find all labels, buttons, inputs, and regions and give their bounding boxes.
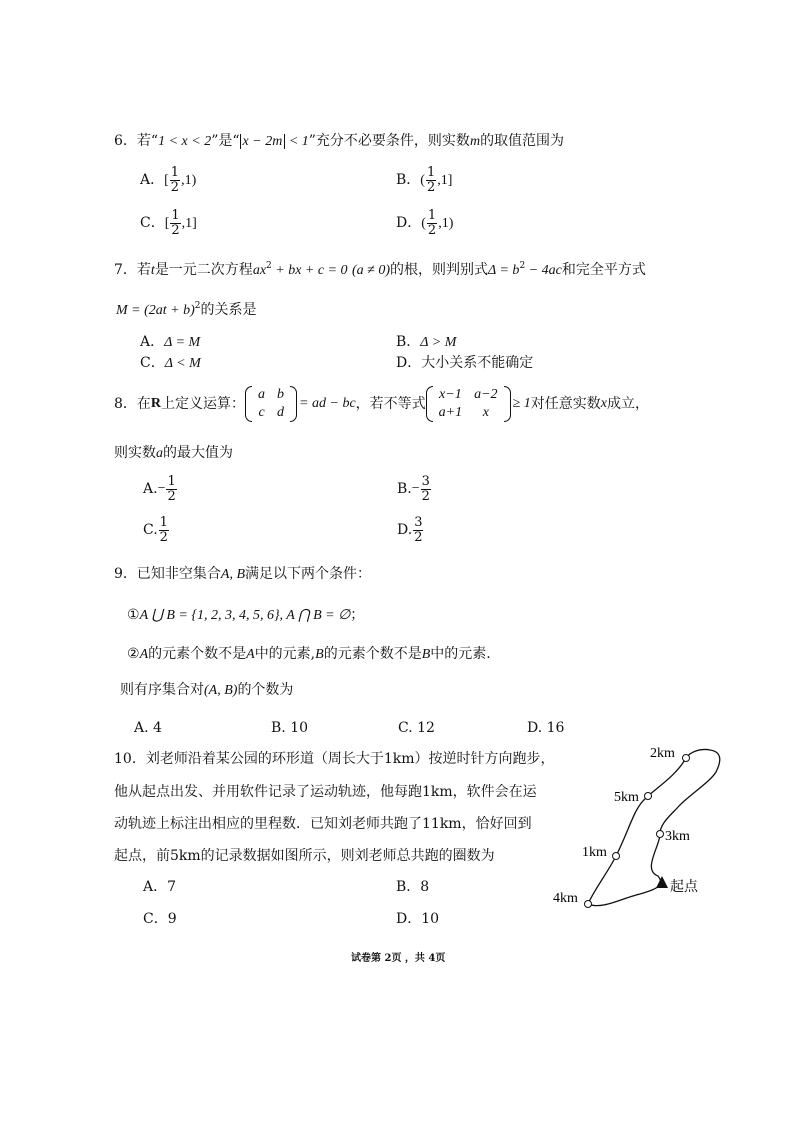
q9-condition-1: ①A ⋃ B = {1, 2, 3, 4, 5, 6}, A ⋂ B = ∅； <box>127 607 365 623</box>
marker-4km <box>585 901 592 908</box>
fraction: $\frac{3}{2}$ <box>421 474 430 504</box>
q8-stem: 8． 在 R 上定义运算： a b c d = ad − bc ，若不等式 x−1 a−2 a+1 x ≥ 1 对任意实数 x 成立， <box>114 387 649 420</box>
q6-option-a: A．[ $\frac{1}{2}$ ,1) <box>140 165 197 195</box>
q9-option-a: A. 4 <box>134 720 162 736</box>
q10-option-d: D．10 <box>396 911 440 927</box>
q9-stem: 9．已知非空集合A, B满足以下两个条件： <box>114 566 372 582</box>
q9-option-d: D. 16 <box>527 720 565 736</box>
q10-line-4: 起点，前5km的记录数据如图所示，则刘老师总共跑的圈数为 <box>114 848 495 864</box>
inequality-matrix: x−1 a−2 a+1 x <box>426 386 511 422</box>
q9-question: 则有序集合对(A, B)的个数为 <box>120 682 294 698</box>
start-triangle-icon <box>656 876 668 888</box>
q7-option-b: B．Δ > M <box>396 334 457 350</box>
q10-option-b: B．8 <box>396 879 430 895</box>
q10-line-1: 10．刘老师沿着某公园的环形道（周长大于1km）按逆时针方向跑步， <box>114 751 555 767</box>
marker-3km <box>657 831 664 838</box>
fraction: $\frac{1}{2}$ <box>171 208 180 238</box>
q8-option-a: A.− $\frac{1}{2}$ <box>143 474 176 504</box>
label-2km: 2km <box>650 746 675 761</box>
q6-stem: 6．若“1 < x < 2”是“ x − 2m < 1”充分不必要条件，则实数m的取值范围为 <box>114 133 565 149</box>
q6-option-c: C．[ $\frac{1}{2}$ ,1] <box>140 208 197 238</box>
q10-line-2: 他从起点出发、并用软件记录了运动轨迹，他每跑1km，软件会在运 <box>114 784 537 800</box>
definition-matrix: a b c d <box>245 386 297 422</box>
q7-option-c: C．Δ < M <box>140 355 201 371</box>
q7-stem-line2: $M = (2at + b)^2$的关系是 <box>116 301 257 318</box>
fraction: $\frac{1}{2}$ <box>159 515 168 545</box>
q8-stem-line2: 则实数a的最大值为 <box>114 445 233 461</box>
label-start: 起点 <box>670 879 698 895</box>
q8-option-c: C. $\frac{1}{2}$ <box>143 515 168 545</box>
marker-1km <box>613 853 620 860</box>
q6-option-b: B．( $\frac{1}{2}$ ,1] <box>396 165 453 195</box>
page-footer: 试卷第 2页 ，共 4页 <box>351 953 446 964</box>
q7-stem: 7．若t是一元二次方程$ax^2$ + bx + c = 0 (a ≠ 0)的根，则判别式$\Delta = b^2 - 4ac$和完全平方式 <box>114 261 646 278</box>
marker-2km <box>683 755 690 762</box>
marker-5km <box>645 793 652 800</box>
q6-option-d: D．( $\frac{1}{2}$ ,1) <box>396 208 454 238</box>
label-3km: 3km <box>665 829 690 844</box>
q9-condition-2: ②A的元素个数不是A中的元素,B的元素个数不是B中的元素. <box>127 646 491 662</box>
label-1km: 1km <box>582 845 607 860</box>
q7-option-d: D．大小关系不能确定 <box>396 355 534 371</box>
label-5km: 5km <box>614 790 639 805</box>
fraction: $\frac{3}{2}$ <box>414 515 423 545</box>
running-track-figure <box>550 738 740 918</box>
q10-line-3: 动轨迹上标注出相应的里程数．已知刘老师共跑了11km，恰好回到 <box>114 816 532 832</box>
fraction: $\frac{1}{2}$ <box>167 474 176 504</box>
q7-option-a: A．Δ = M <box>140 334 201 350</box>
track-path <box>588 749 720 905</box>
q10-option-c: C．9 <box>143 911 177 927</box>
q9-option-b: B. 10 <box>271 720 309 736</box>
fraction: $\frac{1}{2}$ <box>427 208 437 238</box>
label-4km: 4km <box>553 891 578 906</box>
q8-option-b: B.− $\frac{3}{2}$ <box>397 474 430 504</box>
fraction: $\frac{1}{2}$ <box>170 165 180 195</box>
q10-option-a: A．7 <box>143 879 177 895</box>
fraction: $\frac{1}{2}$ <box>426 165 436 195</box>
q9-option-c: C. 12 <box>398 720 435 736</box>
q8-option-d: D. $\frac{3}{2}$ <box>397 515 423 545</box>
